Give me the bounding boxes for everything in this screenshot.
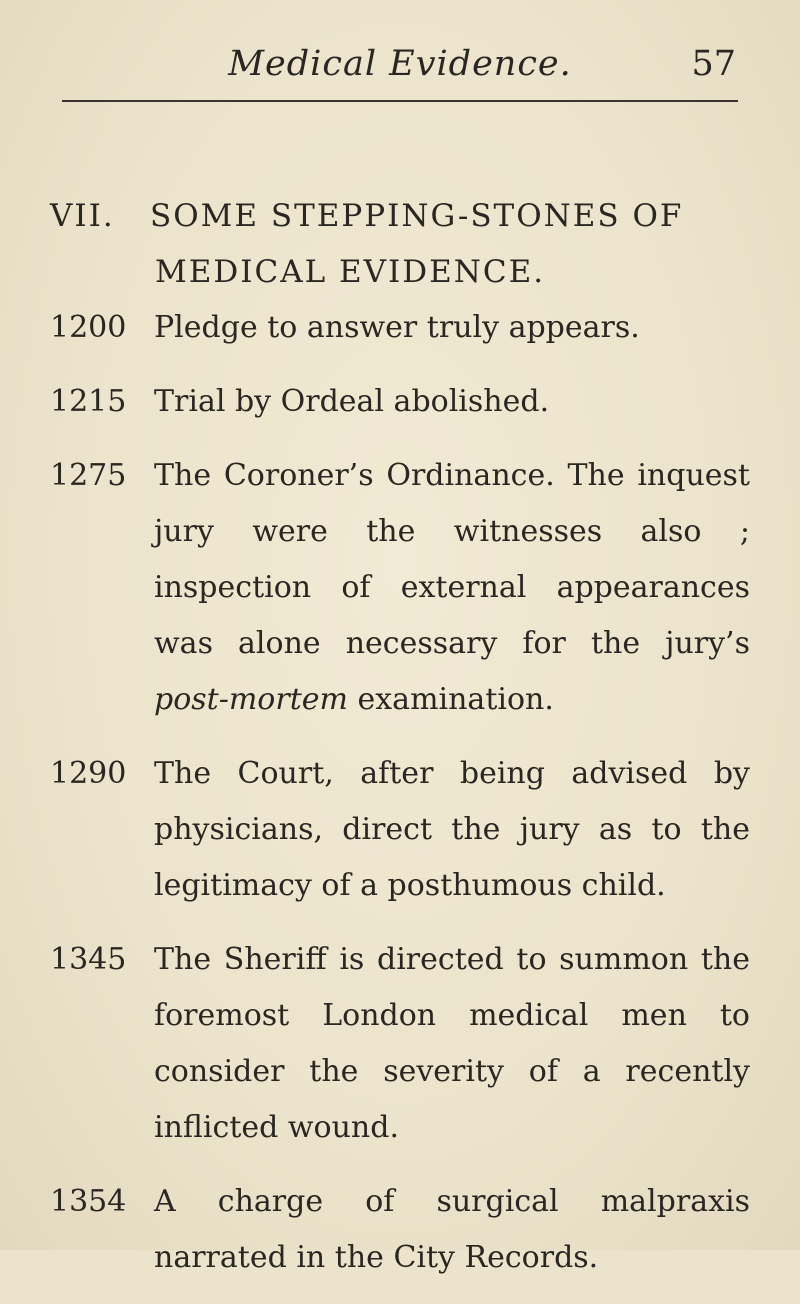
- chronology-list: [50, 300, 750, 1304]
- chronology-entry: [50, 374, 750, 430]
- entry-text-italic: post-mortem: [154, 682, 348, 717]
- entry-text-part: examination.: [347, 682, 554, 717]
- section-title-line1: SOME STEPPING-STONES OF: [150, 198, 684, 234]
- entry-text: Pledge to answer truly appears.: [154, 310, 640, 345]
- entry-year: 1275: [50, 458, 127, 493]
- section-heading: [50, 188, 750, 300]
- entry-year: 1200: [50, 310, 127, 345]
- section-number: VII.: [50, 198, 115, 234]
- running-title: Medical Evidence.: [228, 44, 572, 84]
- entry-year: 1354: [50, 1184, 127, 1219]
- entry-text: The Sheriff is directed to summon the foremost London medical men to consider the severity of a recently inflicted wound.: [154, 942, 750, 1145]
- page-header: [60, 44, 740, 94]
- chronology-entry: [50, 746, 750, 914]
- entry-year: 1290: [50, 756, 127, 791]
- chronology-entry: [50, 932, 750, 1156]
- entry-text: A charge of surgical malpraxis narrated in the City Records.: [154, 1184, 750, 1275]
- entry-text-part: The Coroner’s Ordinance. The inquest jury were the witnesses also ; inspection of external appearances was alone necessary for the jury’s: [154, 458, 750, 661]
- page-number: 57: [691, 44, 736, 84]
- chronology-entry: [50, 300, 750, 356]
- section-title-line2: MEDICAL EVIDENCE.: [155, 254, 546, 290]
- section-heading-line1: [50, 188, 750, 244]
- entry-text: The Court, after being advised by physicians, direct the jury as to the legitimacy of a posthumous child.: [154, 756, 750, 903]
- entry-text: Trial by Ordeal abolished.: [154, 384, 550, 419]
- header-rule: [62, 100, 738, 102]
- entry-year: 1345: [50, 942, 127, 977]
- chronology-entry: [50, 448, 750, 728]
- entry-text: [154, 448, 750, 728]
- entry-year: 1215: [50, 384, 127, 419]
- chronology-entry: [50, 1174, 750, 1286]
